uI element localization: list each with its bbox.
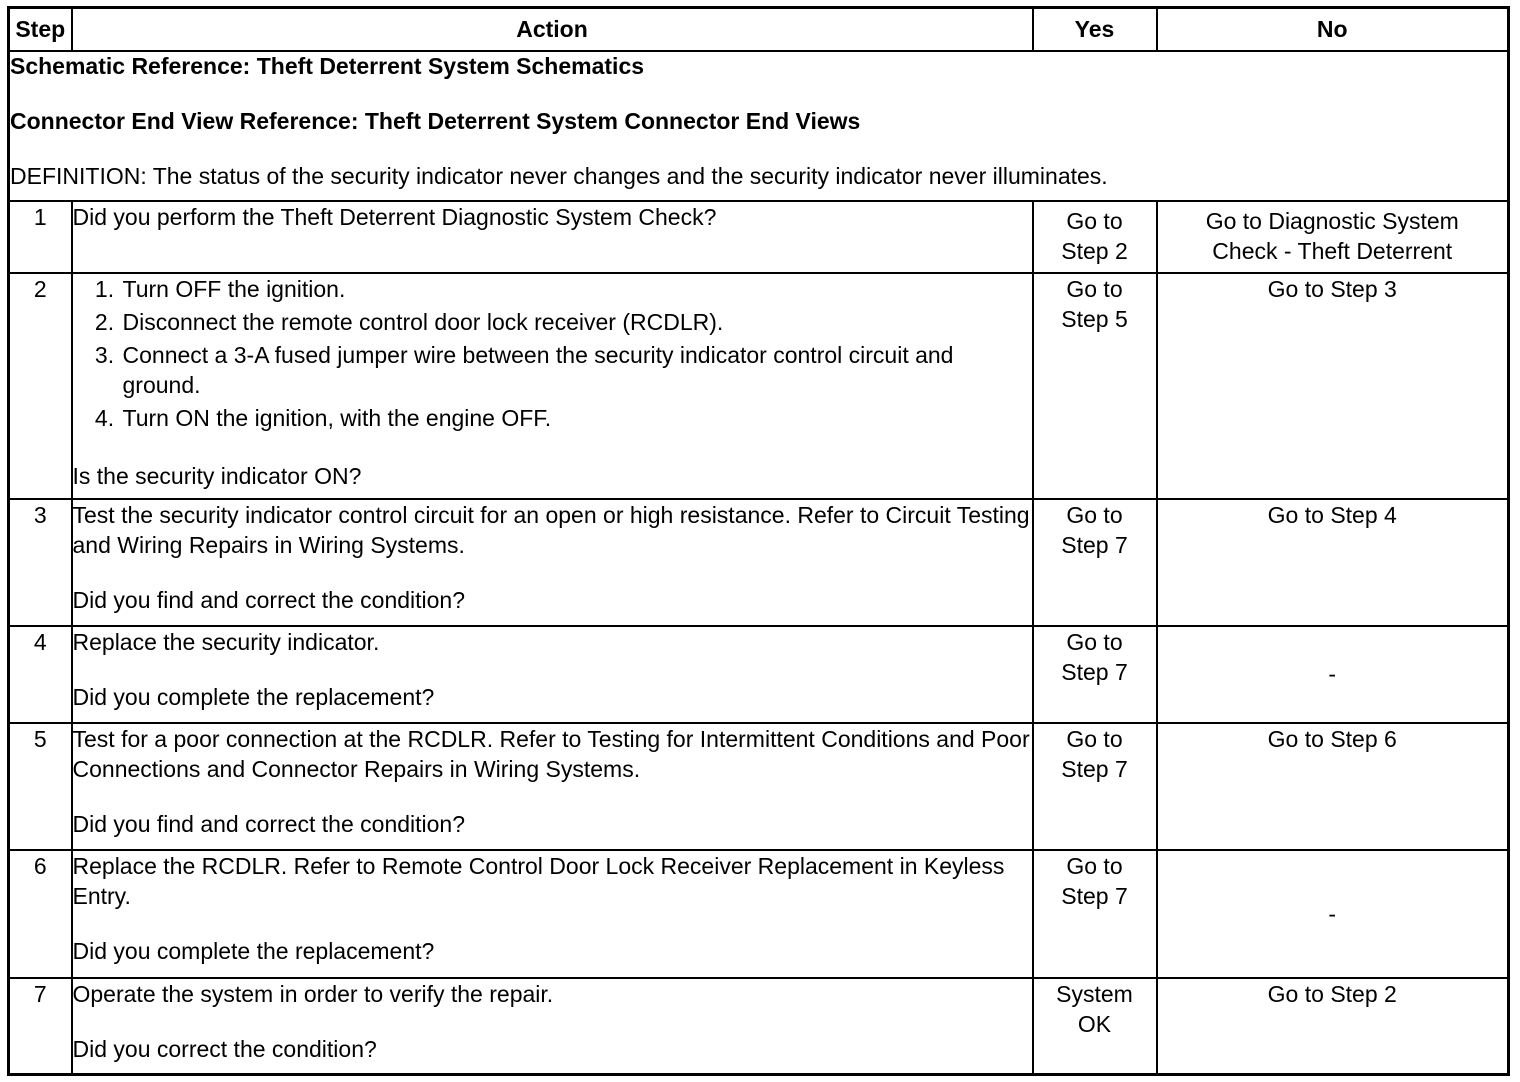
header-no: No bbox=[1157, 8, 1509, 51]
connector-reference: Connector End View Reference: Theft Deterrent System Connector End Views bbox=[10, 107, 861, 134]
header-step: Step bbox=[9, 8, 72, 51]
step-text: Operate the system in order to verify the repair. bbox=[72, 980, 554, 1007]
substep-item: 2. Disconnect the remote control door lock receiver (RCDLR). bbox=[121, 307, 1032, 337]
schematic-reference: Schematic Reference: Theft Deterrent System Schematics bbox=[10, 52, 645, 79]
step-question: Did you complete the replacement? bbox=[72, 683, 435, 710]
step-action bbox=[72, 626, 1033, 723]
reference-cell bbox=[9, 51, 1509, 201]
step-text: Replace the RCDLR. Refer to Remote Control Door Lock Receiver Replacement in Keyless Entry. bbox=[72, 852, 1005, 909]
no-cell bbox=[1157, 978, 1509, 1075]
yes-link[interactable]: Step 5 bbox=[1061, 305, 1128, 332]
yes-link[interactable]: Step 7 bbox=[1061, 658, 1128, 685]
no-cell bbox=[1157, 201, 1509, 273]
step-action bbox=[72, 201, 1033, 273]
yes-link[interactable]: Step 7 bbox=[1061, 755, 1128, 782]
yes-link[interactable]: Step 7 bbox=[1061, 531, 1128, 558]
no-cell bbox=[1157, 723, 1509, 850]
no-link[interactable]: Go to Step 3 bbox=[1267, 275, 1397, 302]
yes-link[interactable]: Go to bbox=[1066, 501, 1123, 528]
table-row bbox=[9, 850, 1509, 978]
step-number: 7 bbox=[9, 978, 72, 1075]
no-link[interactable]: Go to Diagnostic System bbox=[1205, 207, 1459, 234]
step-question: Did you find and correct the condition? bbox=[72, 810, 466, 837]
yes-link[interactable]: Step 2 bbox=[1061, 237, 1128, 264]
step-action bbox=[72, 723, 1033, 850]
yes-value: System bbox=[1056, 980, 1133, 1007]
yes-link[interactable]: Go to bbox=[1066, 628, 1123, 655]
table-row bbox=[9, 978, 1509, 1075]
table-row bbox=[9, 499, 1509, 626]
header-row bbox=[9, 8, 1509, 51]
step-action bbox=[72, 978, 1033, 1075]
step-question: Is the security indicator ON? bbox=[72, 462, 362, 489]
yes-cell bbox=[1033, 201, 1157, 273]
step-text: Did you perform the Theft Deterrent Diagnostic System Check? bbox=[72, 203, 717, 230]
table-row bbox=[9, 273, 1509, 499]
no-cell bbox=[1157, 626, 1509, 723]
step-number: 2 bbox=[9, 273, 72, 499]
yes-cell bbox=[1033, 499, 1157, 626]
no-cell bbox=[1157, 499, 1509, 626]
step-number: 6 bbox=[9, 850, 72, 978]
step-question: Did you find and correct the condition? bbox=[72, 586, 466, 613]
no-link[interactable]: Go to Step 4 bbox=[1267, 501, 1397, 528]
yes-cell bbox=[1033, 273, 1157, 499]
table-row bbox=[9, 723, 1509, 850]
header-action: Action bbox=[72, 8, 1033, 51]
no-link[interactable]: Go to Step 2 bbox=[1267, 980, 1397, 1007]
reference-row bbox=[9, 51, 1509, 201]
step-text: Test the security indicator control circuit for an open or high resistance. Refer to Circuit Testing and Wiring Repairs in Wiring Systems. bbox=[72, 501, 1030, 558]
yes-cell bbox=[1033, 626, 1157, 723]
no-value: - bbox=[1328, 900, 1337, 927]
step-text: Replace the security indicator. bbox=[72, 628, 380, 655]
yes-link[interactable]: Step 7 bbox=[1061, 882, 1128, 909]
table-row bbox=[9, 626, 1509, 723]
step-number: 3 bbox=[9, 499, 72, 626]
no-cell bbox=[1157, 273, 1509, 499]
step-number: 1 bbox=[9, 201, 72, 273]
no-cell bbox=[1157, 850, 1509, 978]
yes-link[interactable]: Go to bbox=[1066, 725, 1123, 752]
no-link[interactable]: Check - Theft Deterrent bbox=[1212, 237, 1453, 264]
step-number: 4 bbox=[9, 626, 72, 723]
yes-cell bbox=[1033, 978, 1157, 1075]
no-value: - bbox=[1328, 661, 1337, 687]
substep-list bbox=[73, 274, 1032, 433]
step-question: Did you correct the condition? bbox=[72, 1035, 377, 1062]
yes-link[interactable]: Go to bbox=[1066, 207, 1123, 234]
substep-item: 1. Turn OFF the ignition. bbox=[121, 274, 1032, 304]
step-action bbox=[72, 273, 1033, 499]
no-link[interactable]: Go to Step 6 bbox=[1267, 725, 1397, 752]
step-action bbox=[72, 499, 1033, 626]
header-yes: Yes bbox=[1033, 8, 1157, 51]
step-action bbox=[72, 850, 1033, 978]
step-question: Did you complete the replacement? bbox=[72, 937, 435, 964]
table-row bbox=[9, 201, 1509, 273]
yes-link[interactable]: Go to bbox=[1066, 852, 1123, 879]
step-number: 5 bbox=[9, 723, 72, 850]
step-text: Test for a poor connection at the RCDLR. Refer to Testing for Intermittent Conditions and Poor Connections and Connector Repairs in Wiring Systems. bbox=[72, 725, 1030, 782]
substep-item: 3. Connect a 3-A fused jumper wire between the security indicator control circuit and ground. bbox=[121, 340, 1032, 400]
substep-item: 4. Turn ON the ignition, with the engine OFF. bbox=[121, 403, 1032, 433]
diagnostic-table bbox=[7, 6, 1510, 1076]
yes-cell bbox=[1033, 723, 1157, 850]
yes-value: OK bbox=[1077, 1010, 1112, 1037]
yes-link[interactable]: Go to bbox=[1066, 275, 1123, 302]
yes-cell bbox=[1033, 850, 1157, 978]
definition-text: DEFINITION: The status of the security indicator never changes and the security indicator never illuminates. bbox=[10, 162, 1108, 189]
